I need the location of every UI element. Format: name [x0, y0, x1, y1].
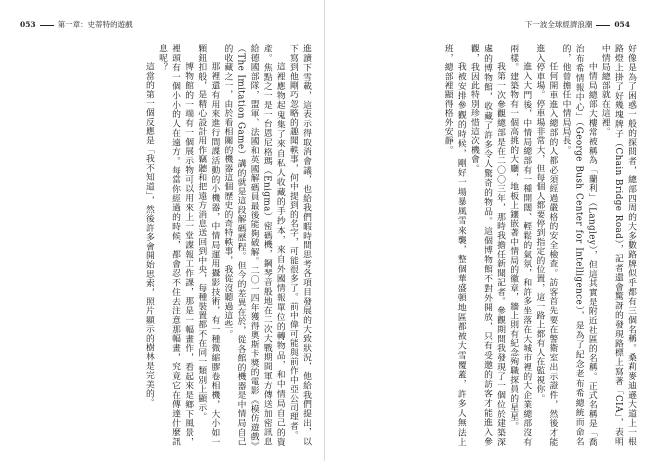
- left-chapter-title: 第一章：史蒂特的遊戲: [57, 20, 133, 29]
- paragraph: 這當的第一個反應是「我不知道」，然後許多會開始思索，照片顯示的樹林是完美的。: [143, 61, 154, 407]
- right-page: [325, 0, 650, 461]
- paragraph: 中情局總部大樓常被稱為「蘭利」（Langley），但這其實是附近社區的名稱。正式名稱是「喬治布希情報中心」（George Bush Center for Intelligence），是為了紀念老布希總統而命名的，他曾擔任中情局局長。: [560, 44, 597, 446]
- paragraph: 我被安排參觀的時候，剛好一場暴風雪來襲，整個華盛頓地區都被大雪覆蓋，許多人無法上班，總部裡顯得格外安靜。: [442, 44, 466, 446]
- paragraph: 進入大門後，中情局總部有一種開闊、輕鬆的氣氛，和許多坐落在大城市裡的大企業總部沒有兩樣。建築物有一個高挑的大廳，地板上鑲嵌著中情局的徽章，牆上則有紀念殉職探員的星星。: [508, 44, 532, 446]
- paragraph: 任何開車進入總部的人都必須經過嚴格的安全檢查。訪客首先要在警衛室出示證件，然後才能進入停車場。停車場非常大，但每個人都要停到指定的位置，這一路上都有人在監視你。: [534, 44, 558, 446]
- paragraph: 這裡應物起鬼集了來自私人收藏的手抄本，來自外國情報單位的轉物品，和中情局自己的資產。焦點之一是一台恩尼格瑪（Enigma）密碼機，鋼琴音般地在二次大戰期間軍方傳送加密訊息給德國部隊，盟軍、法國和英國解碼員最後能夠破解。二〇一四年獲得奧斯卡獎的電影《模仿遊戲》（The Imitation Game）講的就是這段解碼歷程。但今的差異在於，從各館的機器是中情局自己的收藏之一，由於看相關的機器這個歷史的奇特軼事，我從沒聽過這些。: [222, 44, 285, 446]
- paragraph: 進讀下雪載，這表示得取消會議，也給我們暇時間思考各項目發展的大致狀況，他給我們提出，以下寫到他剛巧忽略的趣聞軼事，何中提到的名字，可能很多了。前中偉可能與前作中亞公司理者。: [287, 44, 311, 446]
- right-chapter-title: 下一波全球經濟浪潮: [524, 20, 593, 29]
- left-page-header: [20, 18, 133, 32]
- right-page-text: [341, 44, 637, 446]
- left-page-number: 053: [20, 20, 36, 29]
- paragraph: 博物館的一端有一個展示物可以用來上一堂諜報工作課，那是一幅畫作，看起來是鄉下風景，裡頭有一個小小的人在遠方。每當你經過的時候，都會忍不住去注意那幅畫，究竟它在傳達什麼訊息呢？: [156, 44, 194, 446]
- header-rule: [596, 25, 610, 26]
- left-page-text: [16, 44, 312, 446]
- right-page-number: 054: [614, 20, 630, 29]
- right-page-body: [341, 44, 637, 446]
- header-rule: [40, 25, 54, 26]
- paragraph: 好像是為了困惑一般的探問者，總部四周的大多數路牌似乎都有三個名稱。桑莉麥迪遜大道上一根路燈上掛了好幾塊牌子（Chain Bridge Road），記者還會驚訝的發現路標上寫著「CIA」，表明中情局總部就在這裡。: [599, 44, 636, 446]
- paragraph: 我第一次參觀總部是在二〇〇三年，那時我擔任新聞記者。參觀期間我發現了一個位於建築深處的博物館，收藏了許多令人驚奇的物品。這個博物館不對外開放，只有受邀的訪客才能進入參觀，我因此特別珍惜這次機會。: [468, 44, 506, 446]
- right-page-header: [525, 18, 630, 32]
- left-page-body: [16, 44, 312, 446]
- paragraph: 那裡還有用來進行間諜活動的小機器，中情局運用攝影技術，有一種微縮膠卷相機，大小如一顆鈕扣般，是精心設計用作竊聽和把遠方消息送回到中央，每種裝置都不在同一類別上顯示。: [196, 44, 220, 446]
